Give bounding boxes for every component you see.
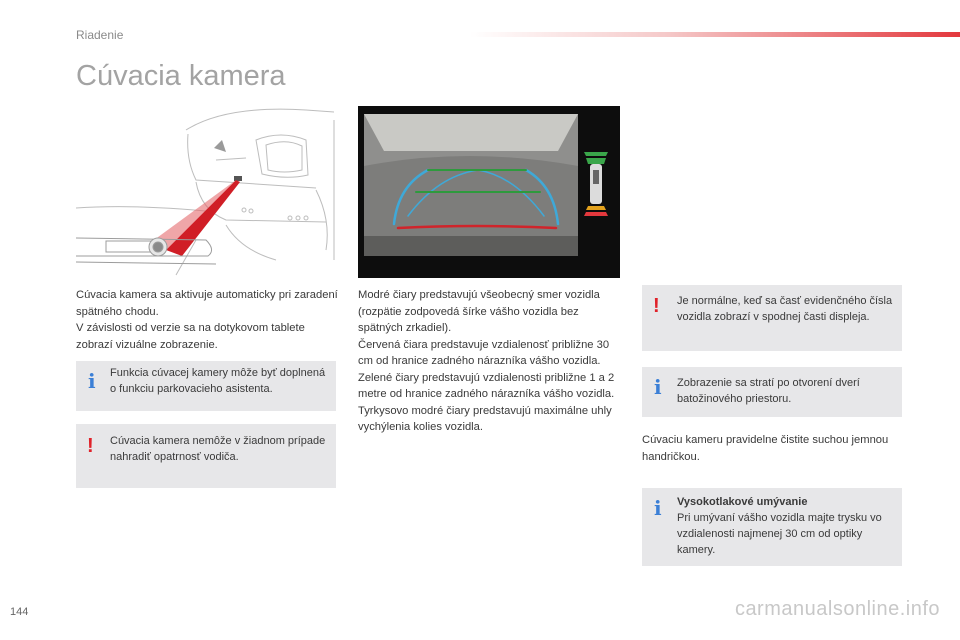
wash-text: Pri umývaní vášho vozidla majte trysku vo vzdialenosti najmenej 30 cm od optiky kamery. — [677, 512, 882, 556]
info-icon: i — [654, 375, 662, 399]
info-box-text: Zobrazenie sa stratí po otvorení dverí batožinového priestoru. — [677, 377, 860, 405]
wash-box-content — [677, 494, 895, 558]
intro-text: Cúvacia kamera sa aktivuje automaticky pri zaradení spätného chodu. V závislosti od verzie sa na dotykovom tablete zobrazí vizuálne zobrazenie. — [76, 289, 338, 351]
cleaning-text: Cúvaciu kameru pravidelne čistite suchou jemnou handričkou. — [642, 434, 889, 463]
info-box-text: Funkcia cúvacej kamery môže byť doplnená o funkciu parkovacieho asistenta. — [110, 367, 326, 395]
page-title: Cúvacia kamera — [76, 60, 286, 92]
header-accent-bar — [470, 32, 960, 37]
warning-icon: ! — [87, 435, 94, 457]
wash-title: Vysokotlakové umývanie — [677, 496, 808, 508]
warning-box-text: Je normálne, keď sa časť evidenčného čísla vozidla zobrazí v spodnej časti displeja. — [677, 295, 893, 323]
warning-icon: ! — [653, 295, 660, 317]
info-icon: i — [88, 369, 96, 393]
camera-view-illustration — [358, 106, 620, 278]
info-box-parking-assist — [76, 361, 336, 411]
info-box-pressure-washing — [642, 488, 902, 566]
section-label: Riadenie — [76, 28, 124, 42]
car-rear-illustration — [76, 100, 338, 280]
info-box-trunk-open — [642, 367, 902, 417]
warning-box-text: Cúvacia kamera nemôže v žiadnom prípade nahradiť opatrnosť vodiča. — [110, 435, 326, 463]
page-number: 144 — [10, 606, 29, 618]
warning-box-license-plate — [642, 285, 902, 351]
warning-box-driver-caution — [76, 424, 336, 488]
watermark: carmanualsonline.info — [734, 598, 940, 620]
guide-lines-text: Modré čiary predstavujú všeobecný smer vozidla (rozpätie zodpovedá šírke vášho vozidla bez spätných zrkadiel). Červená čiara predstavuje vzdialenosť približne 30 cm od hranice zadného nárazníka vášho vozidla. Zelené čiary predstavujú vzdialenosti približne 1 a 2 metre od hranice zadného nárazníka vášho vozidla. Tyrkysovo modré čiary predstavujú maximálne uhly vychýlenia kolies vozidla. — [358, 289, 615, 433]
info-icon: i — [654, 496, 662, 520]
